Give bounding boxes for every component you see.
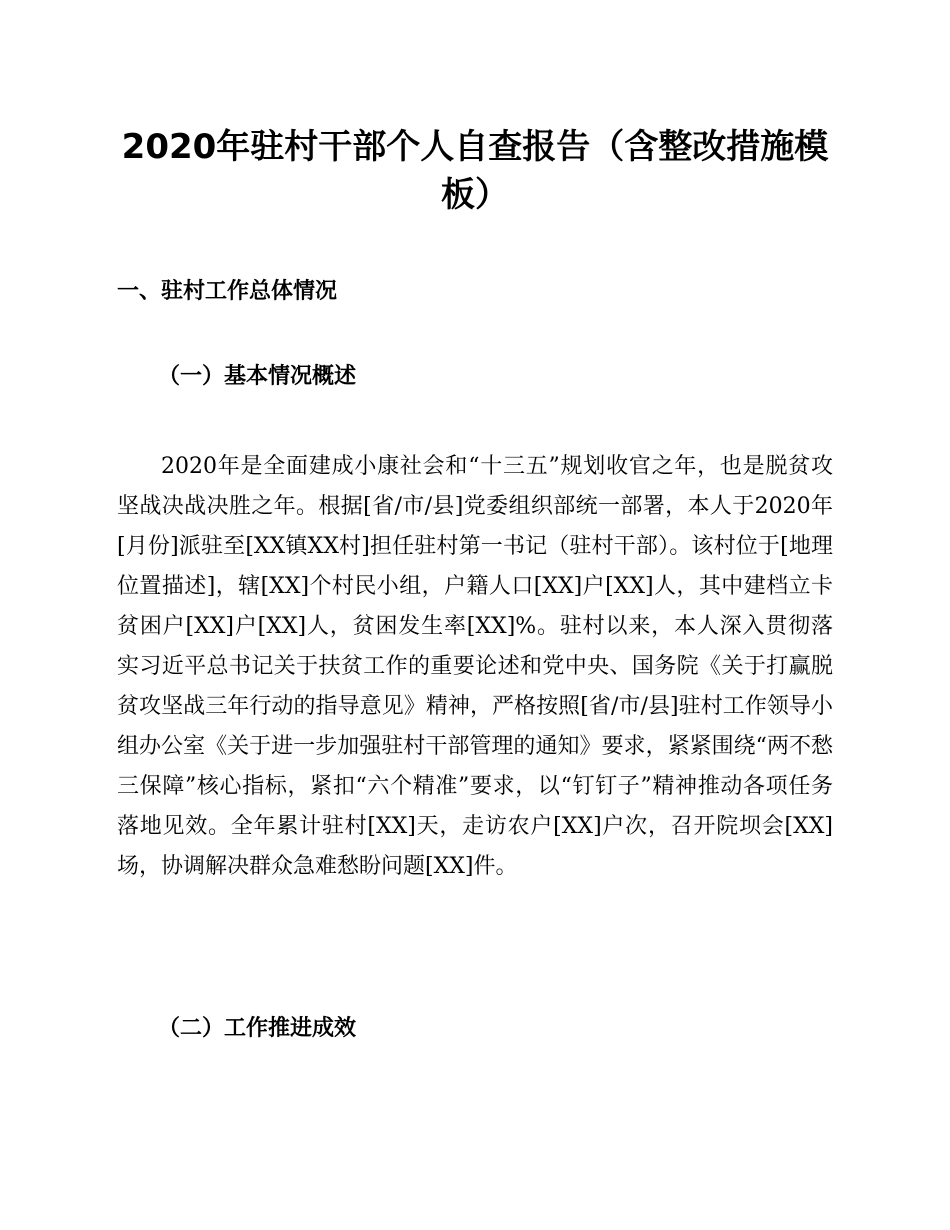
- document-title: 2020年驻村干部个人自查报告（含整改措施模板）: [121, 127, 829, 215]
- subsection-heading-work-results: （二）工作推进成效: [158, 1015, 357, 1041]
- subsection-heading-basic-overview: （一）基本情况概述: [158, 363, 357, 389]
- section-heading-overall: 一、驻村工作总体情况: [117, 279, 338, 304]
- basic-overview-paragraph: 2020年是全面建成小康社会和“十三五”规划收官之年，也是脱贫攻坚战决战决胜之年。根据[省/市/县]党委组织部统一部署，本人于2020年[月份]派驻至[XX镇XX村]担任驻村第一书记（驻村干部）。该村位于[地理位置描述]，辖[XX]个村民小组，户籍人口[XX]户[XX]人，其中建档立卡贫困户[XX]户[XX]人，贫困发生率[XX]%。驻村以来，本人深入贯彻落实习近平总书记关于扶贫工作的重要论述和党中央、国务院《关于打赢脱贫攻坚战三年行动的指导意见》精神，严格按照[省/市/县]驻村工作领导小组办公室《关于进一步加强驻村干部管理的通知》要求，紧紧围绕“两不愁三保障”核心指标，紧扣“六个精准”要求，以“钉钉子”精神推动各项任务落地见效。全年累计驻村[XX]天，走访农户[XX]户次，召开院坝会[XX]场，协调解决群众急难愁盼问题[XX]件。: [117, 454, 833, 879]
